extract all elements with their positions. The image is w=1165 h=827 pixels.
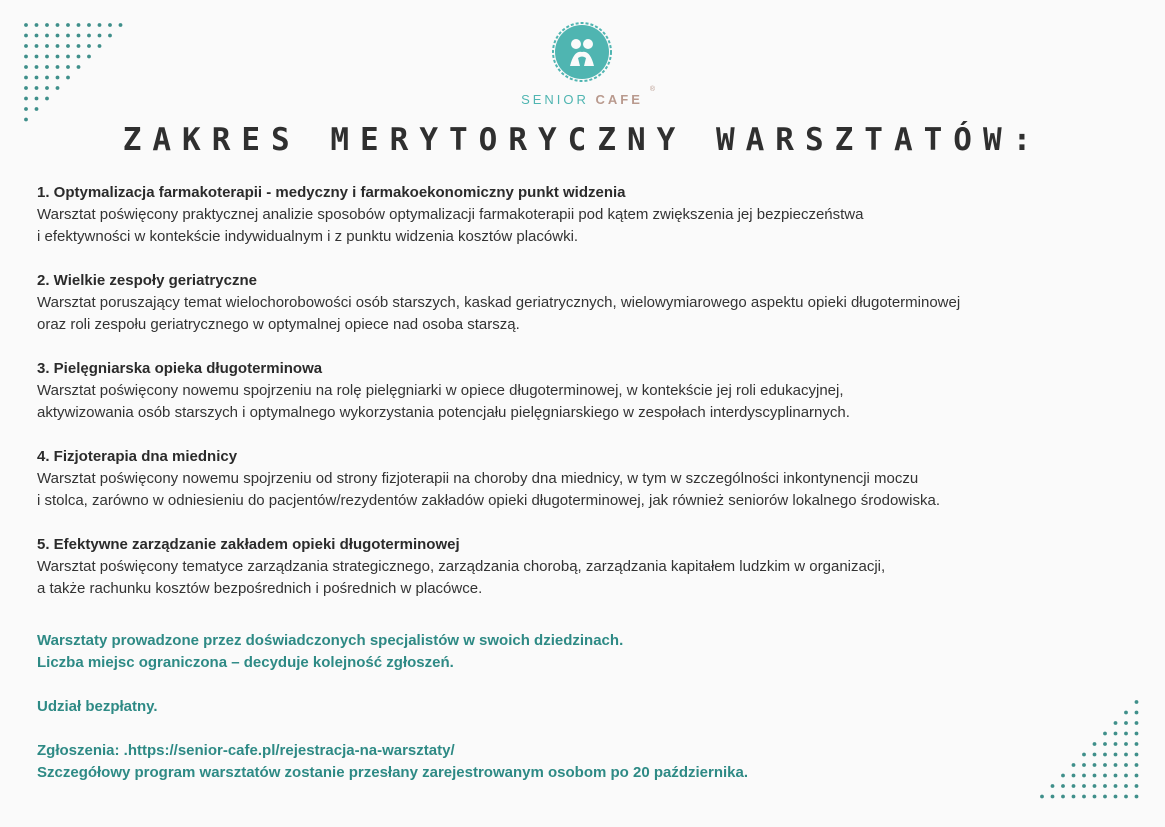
workshop-description-line: oraz roli zespołu geriatrycznego w optymalnej opiece nad osoba starszą.	[37, 316, 520, 333]
decor-dot	[108, 23, 112, 27]
decor-dot	[1103, 763, 1107, 767]
workshop-description-line: i efektywności w kontekście indywidualnym i z punktu widzenia kosztów placówki.	[37, 228, 579, 245]
decor-dot	[35, 65, 39, 69]
workshop-description-line: i stolca, zarówno w odniesieniu do pacjentów/rezydentów zakładów opieki długoterminowej, jak również seniorów lokalnego środowiska.	[37, 492, 940, 509]
decor-dot	[56, 55, 60, 59]
decor-dot	[98, 44, 102, 48]
decor-dot	[77, 65, 81, 69]
decor-dot	[1114, 742, 1118, 746]
decor-dot	[24, 65, 28, 69]
decor-dot	[45, 86, 49, 90]
decor-dot	[1040, 795, 1044, 799]
decor-dot	[98, 34, 102, 38]
decor-dot	[77, 34, 81, 38]
decor-dot	[87, 44, 91, 48]
dot-pattern-bottom-right	[1040, 700, 1144, 804]
decor-dot	[1124, 753, 1128, 757]
decor-dot	[35, 55, 39, 59]
decor-dot	[87, 34, 91, 38]
decor-dot	[1124, 763, 1128, 767]
decor-dot	[1114, 763, 1118, 767]
workshop-title: 5. Efektywne zarządzanie zakładem opieki długoterminowej	[37, 536, 460, 553]
decor-dot	[1114, 732, 1118, 736]
decor-dot	[1103, 784, 1107, 788]
decor-dot	[24, 23, 28, 27]
decor-dot	[1114, 795, 1118, 799]
decor-dot	[1072, 795, 1076, 799]
decor-dot	[66, 65, 70, 69]
decor-dot	[1061, 795, 1065, 799]
decor-dot	[1093, 742, 1097, 746]
workshop-description-line: Warsztat poświęcony tematyce zarządzania strategicznego, zarządzania chorobą, zarządzania kapitałem ludzkim w organizacji,	[37, 558, 886, 575]
decor-dot	[45, 23, 49, 27]
workshop-description-line: Warsztat poświęcony praktycznej analizie sposobów optymalizacji farmakoterapii pod kątem zwiększenia jej bezpieczeństwa	[37, 206, 864, 223]
decor-dot	[1103, 732, 1107, 736]
decor-dot	[24, 44, 28, 48]
info-notes	[37, 630, 1037, 784]
decor-dot	[35, 44, 39, 48]
decor-dot	[35, 23, 39, 27]
note-limited-seats: Liczba miejsc ograniczona – decyduje kolejność zgłoszeń.	[37, 654, 454, 671]
decor-dot	[1135, 795, 1139, 799]
decor-dot	[1135, 784, 1139, 788]
decor-dot	[45, 65, 49, 69]
decor-dot	[1135, 774, 1139, 778]
decor-dot	[66, 55, 70, 59]
decor-dot	[1135, 711, 1139, 715]
workshop-description-line: aktywizowania osób starszych i optymalnego wykorzystania potencjału pielęgniarskiego w zespołach interdyscyplinarnych.	[37, 404, 850, 421]
decor-dot	[1103, 742, 1107, 746]
logo-emblem-icon	[552, 22, 612, 82]
workshop-description-line: Warsztat poruszający temat wielochorobowości osób starszych, kaskad geriatrycznych, wielowymiarowego aspektu opieki długoterminowej	[37, 294, 961, 311]
decor-dot	[1051, 795, 1055, 799]
workshop-title: 3. Pielęgniarska opieka długoterminowa	[37, 360, 323, 377]
decor-dot	[45, 76, 49, 80]
decor-dot	[1114, 784, 1118, 788]
decor-dot	[98, 23, 102, 27]
decor-dot	[35, 86, 39, 90]
decor-dot	[24, 76, 28, 80]
decor-dot	[1072, 784, 1076, 788]
decor-dot	[56, 34, 60, 38]
decor-dot	[1093, 774, 1097, 778]
decor-dot	[1135, 700, 1139, 704]
decor-dot	[1135, 742, 1139, 746]
decor-dot	[56, 86, 60, 90]
decor-dot	[87, 55, 91, 59]
decor-dot	[35, 97, 39, 101]
decor-dot	[77, 23, 81, 27]
decor-dot	[56, 65, 60, 69]
decor-dot	[1082, 753, 1086, 757]
decor-dot	[45, 44, 49, 48]
workshop-item	[37, 534, 1147, 600]
decor-dot	[1135, 763, 1139, 767]
decor-dot	[1093, 784, 1097, 788]
workshop-description-line: Warsztat poświęcony nowemu spojrzeniu na rolę pielęgniarki w opiece długoterminowej, w kontekście jej roli edukacyjnej,	[37, 382, 844, 399]
decor-dot	[87, 23, 91, 27]
decor-dot	[24, 97, 28, 101]
workshop-item	[37, 358, 1147, 424]
decor-dot	[1093, 763, 1097, 767]
decor-dot	[24, 55, 28, 59]
decor-dot	[1061, 774, 1065, 778]
decor-dot	[1135, 753, 1139, 757]
decor-dot	[1061, 784, 1065, 788]
decor-dot	[1093, 753, 1097, 757]
decor-dot	[24, 34, 28, 38]
decor-dot	[24, 86, 28, 90]
workshop-item	[37, 446, 1147, 512]
note-specialists: Warsztaty prowadzone przez doświadczonych specjalistów w swoich dziedzinach.	[37, 632, 624, 649]
decor-dot	[66, 23, 70, 27]
workshop-item	[37, 182, 1147, 248]
workshop-description-line: Warsztat poświęcony nowemu spojrzeniu od strony fizjoterapii na choroby dna miednicy, w tym w szczególności inkontynencji moczu	[37, 470, 919, 487]
note-program-info: Szczegółowy program warsztatów zostanie przesłany zarejestrowanym osobom po 20 października.	[37, 764, 749, 781]
decor-dot	[1124, 742, 1128, 746]
decor-dot	[1103, 795, 1107, 799]
decor-dot	[1093, 795, 1097, 799]
decor-dot	[66, 44, 70, 48]
decor-dot	[1051, 784, 1055, 788]
decor-dot	[1082, 774, 1086, 778]
decor-dot	[24, 107, 28, 111]
decor-dot	[45, 55, 49, 59]
registration-link[interactable]: Zgłoszenia: .https://senior-cafe.pl/rejestracja-na-warsztaty/	[37, 742, 455, 759]
logo-word-cafe: CAFE	[595, 92, 643, 107]
decor-dot	[1072, 763, 1076, 767]
decor-dot	[56, 76, 60, 80]
decor-dot	[1124, 732, 1128, 736]
decor-dot	[35, 107, 39, 111]
decor-dot	[1114, 753, 1118, 757]
decor-dot	[77, 44, 81, 48]
senior-cafe-logo	[507, 22, 657, 112]
decor-dot	[1114, 721, 1118, 725]
decor-dot	[66, 76, 70, 80]
decor-dot	[1135, 732, 1139, 736]
decor-dot	[1124, 784, 1128, 788]
decor-dot	[119, 23, 123, 27]
decor-dot	[1124, 711, 1128, 715]
decor-dot	[1103, 774, 1107, 778]
decor-dot	[35, 34, 39, 38]
workshop-title: 4. Fizjoterapia dna miednicy	[37, 448, 238, 465]
decor-dot	[1124, 774, 1128, 778]
decor-dot	[1082, 763, 1086, 767]
decor-dot	[1103, 753, 1107, 757]
page-title: ZAKRES MERYTORYCZNY WARSZTATÓW:	[122, 122, 1043, 158]
decor-dot	[1072, 774, 1076, 778]
decor-dot	[56, 23, 60, 27]
decor-dot	[35, 76, 39, 80]
decor-dot	[1135, 721, 1139, 725]
logo-word-senior: SENIOR	[521, 92, 589, 107]
decor-dot	[108, 34, 112, 38]
workshop-title: 1. Optymalizacja farmakoterapii - medyczny i farmakoekonomiczny punkt widzenia	[37, 184, 626, 201]
decor-dot	[77, 55, 81, 59]
workshop-item	[37, 270, 1147, 336]
decor-dot	[1114, 774, 1118, 778]
workshop-title: 2. Wielkie zespoły geriatryczne	[37, 272, 257, 289]
decor-dot	[24, 118, 28, 122]
decor-dot	[56, 44, 60, 48]
logo-registered-mark: ®	[649, 86, 655, 93]
decor-dot	[1082, 795, 1086, 799]
decor-dot	[45, 34, 49, 38]
decor-dot	[1124, 795, 1128, 799]
workshop-list	[37, 182, 1147, 622]
decor-dot	[45, 97, 49, 101]
workshop-description-line: a także rachunku kosztów bezpośrednich i pośrednich w placówce.	[37, 580, 483, 597]
note-free-participation: Udział bezpłatny.	[37, 698, 158, 715]
dot-pattern-top-left	[24, 23, 128, 127]
decor-dot	[66, 34, 70, 38]
decor-dot	[1082, 784, 1086, 788]
decor-dot	[1124, 721, 1128, 725]
